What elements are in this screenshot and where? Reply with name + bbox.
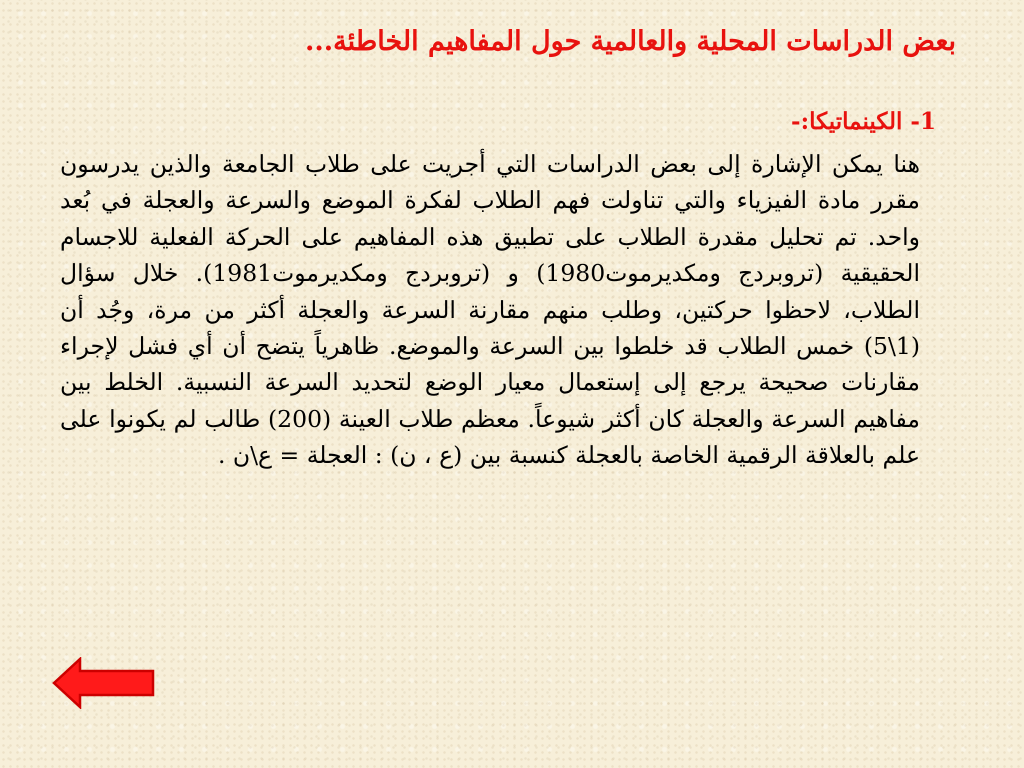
back-arrow-button[interactable] [52,657,156,709]
left-arrow-icon [54,659,153,707]
body-paragraph: هنا يمكن الإشارة إلى بعض الدراسات التي أجريت على طلاب الجامعة والذين يدرسون مقرر مادة الفيزياء والتي تناولت فهم الطلاب لفكرة الموضع والسرعة والعجلة في بُعد واحد. تم تحليل مقدرة الطلاب على تطبيق هذه المفاهيم على الحركة الفعلية للاجسام الحقيقية (تروبردج ومكديرموت1980) و (تروبردج ومكديرموت1981). خلال سؤال الطلاب، لاحظوا حركتين، وطلب منهم مقارنة السرعة والعجلة أكثر من مرة، وجُد أن (1\5) خمس الطلاب قد خلطوا بين السرعة والموضع. ظاهرياً يتضح أن أي فشل لإجراء مقارنات صحيحة يرجع إلى إستعمال معيار الوضع لتحديد السرعة النسبية. الخلط بين مفاهيم السرعة والعجلة كان أكثر شيوعاً. معظم طلاب العينة (200) طالب لم يكونوا على علم بالعلاقة الرقمية الخاصة بالعجلة كنسبة بين (ع ، ن) : العجلة = ع\ن . [60,150,920,470]
section-heading: 1- الكينماتيكا:- [791,108,936,135]
slide-title: بعض الدراسات المحلية والعالمية حول المفاهيم الخاطئة... [304,26,956,57]
body-text [60,146,920,474]
